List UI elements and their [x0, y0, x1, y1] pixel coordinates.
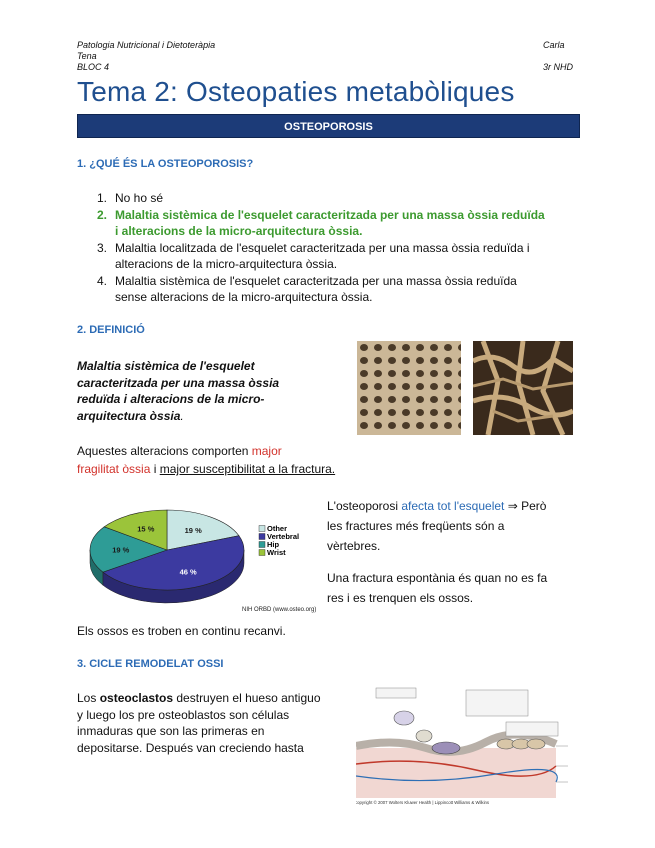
definition-line: Malaltia sistèmica de l'esquelet: [77, 359, 255, 373]
bone-photo-normal: [357, 341, 461, 435]
list-number: 1.: [97, 191, 108, 205]
list-text: Malaltia localitzada de l'esquelet caracteritzada per una massa òssia reduïda i: [115, 241, 530, 255]
section-banner: OSTEOPOROSIS: [77, 114, 580, 138]
list-text: alteracions de la micro-arquitectura òssia.: [115, 257, 338, 271]
legend-swatch: [259, 550, 265, 556]
right-text-part: L'osteoporosi: [327, 499, 402, 513]
header-course: 3r NHD: [543, 62, 574, 72]
diagram-credit: Copyright © 2007 Wolters Kluwer Health | Lippincott Williams & Wilkins: [356, 800, 490, 805]
alterations-underline: major susceptibilitat a la fractura.: [159, 462, 336, 476]
definition-line: reduïda i alteracions de la micro-: [77, 392, 265, 406]
chart-source: NIH ORBD (www.osteo.org): [242, 607, 317, 613]
pie-data-label: 15 %: [137, 524, 155, 534]
alterations-text: [77, 442, 357, 478]
legend-label: Vertebral: [267, 532, 300, 541]
remodel-line: y luego los pre osteoblastos son células: [77, 707, 290, 722]
legend-swatch: [259, 534, 265, 540]
section1-heading: 1. ¿QUÉ ÉS LA OSTEOPOROSIS?: [77, 158, 254, 170]
list-number: 3.: [97, 241, 108, 255]
right-text: [327, 496, 577, 608]
remodel-line: inmaduras que son las primeras en: [77, 724, 265, 738]
alterations-part: Aquestes alteracions comporten: [77, 444, 252, 458]
pie-data-label: 46 %: [179, 567, 197, 577]
header-line2: Tena: [77, 51, 97, 61]
header-subject: Patologia Nutricional i Dietoteràpia: [77, 40, 216, 50]
definition-text: [77, 358, 337, 424]
header-bloc: BLOC 4: [77, 62, 110, 72]
remodel-bold: osteoclastos: [99, 691, 174, 705]
alterations-red: major: [251, 444, 282, 458]
definition-line: caracteritzada per una massa òssia: [77, 375, 280, 390]
list-item-correct: [97, 207, 597, 239]
right-text-line: Una fractura espontània és quan no es fa: [327, 571, 548, 585]
remodel-part: destruyen el hueso antiguo: [173, 691, 321, 705]
page-title: Tema 2: Osteopaties metabòliques: [77, 76, 515, 107]
remodel-line: depositarse. Después van creciendo hasta: [77, 740, 304, 755]
list-number: 2.: [97, 208, 108, 222]
list-item: [97, 273, 597, 305]
right-text-line: vèrtebres.: [327, 539, 381, 553]
definition-line: arquitectura òssia: [77, 408, 181, 423]
right-text-line: les fractures més freqüents són a: [327, 519, 505, 533]
bone-photo-osteoporotic: [473, 341, 573, 435]
list-item: [97, 190, 597, 206]
header-author: Carla: [543, 40, 565, 50]
remodel-text: [77, 690, 342, 756]
list-text: Malaltia sistèmica de l'esquelet caracteritzada per una massa òssia reduïda: [115, 208, 545, 222]
list-text: sense alteracions de la micro-arquitectura òssia.: [115, 290, 373, 304]
section3-heading: 3. CICLE REMODELAT OSSI: [77, 658, 224, 670]
legend-swatch: [259, 542, 265, 548]
list-text: Malaltia sistèmica de l'esquelet caracteritzada per una massa òssia reduïda: [115, 274, 517, 288]
legend-swatch: [259, 526, 265, 532]
right-text-part: ⇒ Però: [504, 499, 547, 513]
legend-label: Hip: [267, 540, 280, 549]
pie-data-label: 19 %: [184, 526, 202, 536]
list-number: 4.: [97, 274, 108, 288]
alterations-part: i: [150, 462, 160, 476]
pie-data-label: 19 %: [112, 545, 130, 555]
definition-period: .: [180, 408, 184, 423]
right-text-blue: afecta tot l'esquelet: [401, 499, 505, 513]
list-text: i alteracions de la micro-arquitectura òssia.: [115, 224, 363, 238]
section2-heading: 2. DEFINICIÓ: [77, 324, 145, 336]
remodel-part: Los: [77, 691, 100, 705]
list-item: [97, 240, 597, 272]
recanvi-text: Els ossos es troben en continu recanvi.: [77, 624, 286, 638]
bone-remodeling-diagram: [356, 686, 588, 806]
legend-label: Other: [267, 524, 288, 533]
alterations-red: fragilitat òssia: [77, 462, 151, 476]
fracture-pie-chart: [82, 500, 322, 618]
list-text: No ho sé: [115, 191, 164, 205]
right-text-line: res i es trenquen els ossos.: [327, 591, 474, 605]
legend-label: Wrist: [267, 548, 286, 557]
